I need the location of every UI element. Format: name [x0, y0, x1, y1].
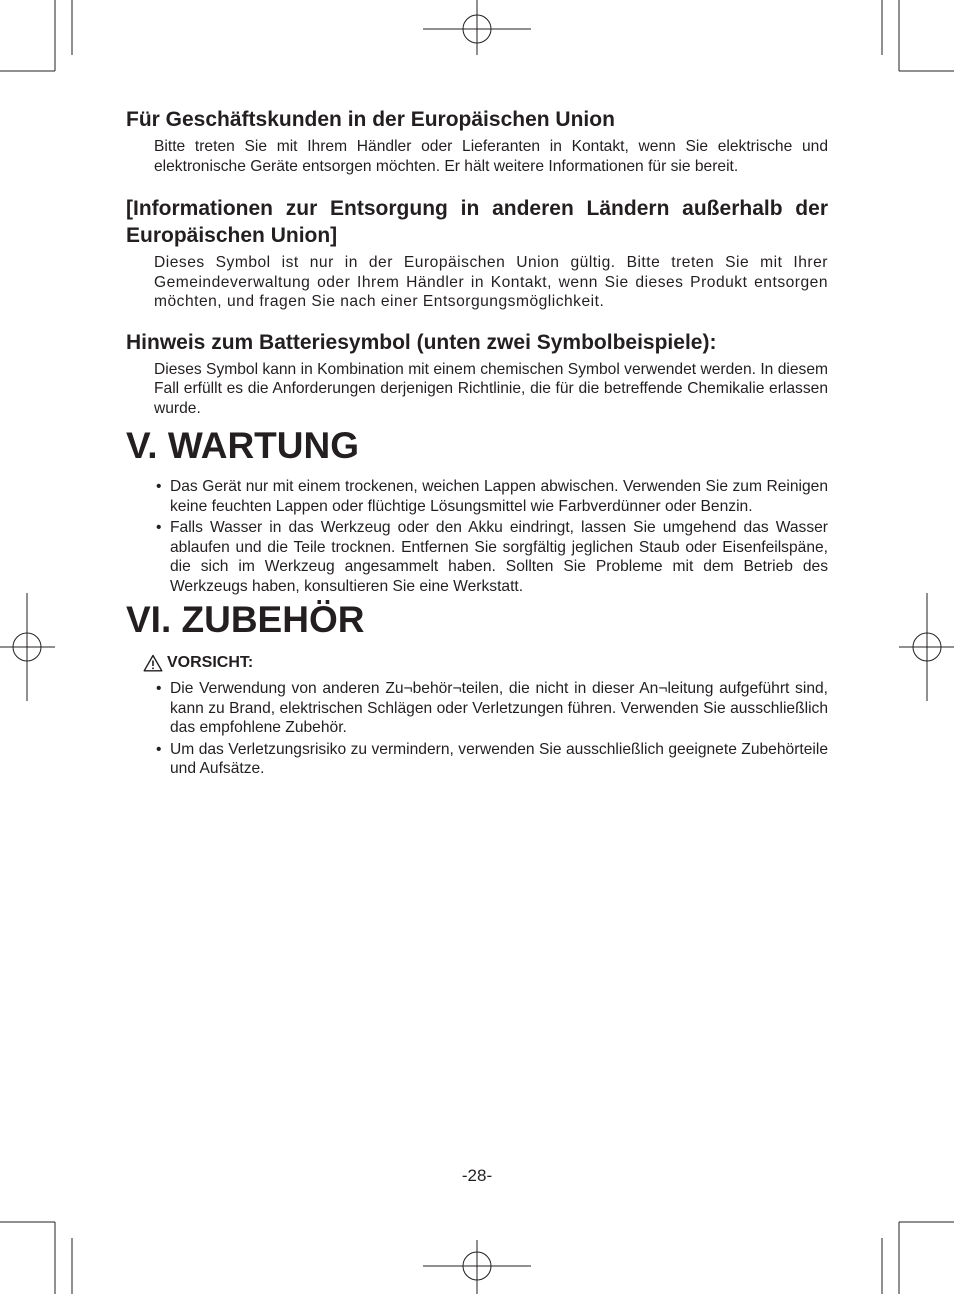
list-item	[156, 679, 828, 738]
page-content	[126, 106, 828, 781]
caution-text: VORSICHT:	[167, 654, 254, 671]
bullet-marker: •	[156, 478, 162, 495]
warning-triangle-icon	[143, 654, 163, 672]
section-text-battery-symbol: Dieses Symbol kann in Kombination mit einem chemischen Symbol verwendet werden. In diesem Fall erfüllt es die Anforderungen derjenigen Richtlinie, die für die betreffende Chemikalie erlassen wurde.	[154, 360, 828, 417]
bullet-marker: •	[156, 519, 162, 536]
list-item	[156, 518, 828, 596]
zubehoer-list	[126, 679, 828, 779]
wartung-list	[126, 477, 828, 596]
bullet-marker: •	[156, 740, 162, 758]
chapter-title-wartung: V. WARTUNG	[126, 425, 359, 466]
list-item-text: Die Verwendung von anderen Zu¬behör¬teilen, die nicht in dieser An¬leitung aufgeführt sind, kann zu Brand, elektrischen Schlägen oder Verletzungen führen. Verwenden Sie ausschließlich das empfohlene Zubehör.	[170, 680, 828, 736]
list-item-text: Um das Verletzungsrisiko zu vermindern, verwenden Sie ausschließlich geeignete Zubehörteile und Aufsätze.	[170, 740, 828, 777]
section-heading-outside-eu: [Informationen zur Entsorgung in anderen Ländern außerhalb der Europäischen Union]	[126, 197, 828, 247]
chapter-title-zubehoer: VI. ZUBEHÖR	[126, 599, 365, 640]
section-text-outside-eu: Dieses Symbol ist nur in der Europäischen Union gültig. Bitte treten Sie mit Ihrer Gemeindeverwaltung oder Ihrem Händler in Kontakt, wenn Sie dieses Produkt entsorgen möchten, und fragen Sie nach einer Entsorgungsmöglichkeit.	[154, 254, 828, 310]
bullet-marker: •	[156, 680, 162, 697]
section-heading-battery-symbol: Hinweis zum Batteriesymbol (unten zwei Symbolbeispiele):	[126, 330, 717, 354]
list-item	[156, 477, 828, 516]
list-item-text: Das Gerät nur mit einem trockenen, weichen Lappen abwischen. Verwenden Sie zum Reinigen keine feuchten Lappen oder flüchtige Lösungsmittel wie Farbverdünner oder Benzin.	[170, 478, 828, 515]
list-item-text: Falls Wasser in das Werkzeug oder den Akku eindringt, lassen Sie umgehend das Wasser ablaufen und die Teile trocknen. Entfernen Sie sorgfältig jeglichen Staub oder Eisenfeilspäne, die sich im Werkzeug angesammelt haben. Sollten Sie Probleme mit dem Betrieb des Werkzeugs haben, konsultieren Sie eine Werkstatt.	[170, 519, 828, 595]
page-number: -28-	[461, 1166, 493, 1185]
list-item	[156, 740, 828, 779]
section-text-business-eu: Bitte treten Sie mit Ihrem Händler oder Lieferanten in Kontakt, wenn Sie elektrische und elektronische Geräte entsorgen möchten. Er hält weitere Informationen für sie bereit.	[154, 138, 828, 175]
section-heading-business-eu: Für Geschäftskunden in der Europäischen Union	[126, 108, 615, 131]
caution-label	[143, 653, 828, 673]
